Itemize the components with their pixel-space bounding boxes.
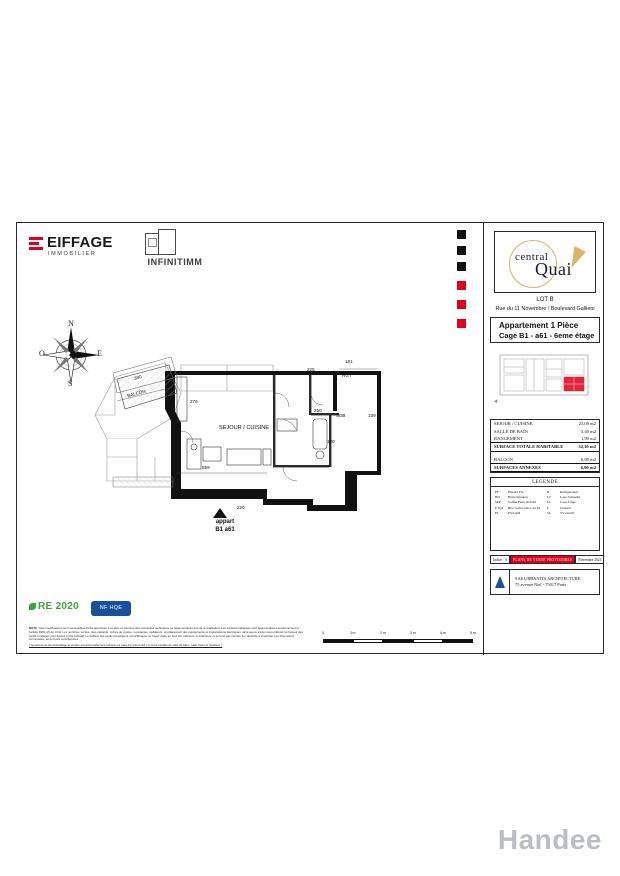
dimension-139: 139: [368, 413, 376, 418]
room-label-balcon: BALCON: [126, 388, 147, 399]
legal-notice: [29, 627, 305, 648]
color-marker-red-3: [457, 319, 466, 328]
surface-value-sdb: 5,40 m2: [580, 428, 596, 434]
architect-address: 75 avenue Niel - 75017 Paris: [515, 582, 567, 587]
color-marker-red-1: [457, 281, 466, 290]
legend-abbr: LV: [547, 495, 552, 500]
surface-label-annexes: SURFACES ANNEXES: [491, 463, 573, 471]
legend-column-right: [547, 490, 595, 516]
infinitimm-mark-icon: [145, 229, 175, 255]
nfhqe-badge: NF HQE: [91, 601, 131, 616]
apartment-pointer-icon: [213, 508, 227, 518]
surface-value-balcon: 6,90 m2: [580, 456, 596, 462]
color-marker-black-3: [457, 262, 466, 271]
notice-prefix: NOTA :: [29, 626, 39, 630]
surface-value-rangement: 1,90 m2: [580, 435, 596, 441]
dimension-225: 225: [307, 367, 315, 372]
legend-abbr: SPP: [495, 500, 501, 505]
architect-name: SAS URBANITA ARCHITECTURE: [515, 575, 581, 581]
eiffage-wordmark: EIFFAGE: [47, 234, 113, 251]
eiffage-subtitle: IMMOBILIER: [48, 251, 97, 257]
compass-south-label: S: [68, 379, 73, 388]
color-marker-red-2: [457, 300, 466, 309]
dimension-276: 276: [190, 399, 198, 404]
scale-label-3m: 3 m: [410, 631, 416, 635]
legend-text: Lave-Linge: [560, 500, 576, 505]
legend-abbr: PL: [495, 510, 499, 515]
dimension-181: 181: [345, 359, 353, 364]
revision-bar: [490, 555, 600, 564]
architect-logo-icon: [491, 570, 510, 594]
surface-label-balcon: BALCON: [494, 456, 513, 462]
surfaces-table: [490, 419, 600, 473]
notice-footer: ( Appartement témoin/étalage et vendre exceptionnellement indiqué sur plan d'ici pas lourd ( nommé modèle de salle de bain / salle d'eau et hôtellerie ): [29, 643, 223, 648]
scale-bar: [317, 631, 481, 651]
surface-value-total: 32,30 m2: [573, 443, 599, 451]
re2020-badge: [29, 601, 79, 612]
legend-item: [547, 511, 595, 516]
scale-label-0: 0: [322, 631, 324, 635]
table-row: [491, 427, 599, 434]
logo-quai-text: Quai: [535, 259, 572, 279]
dimension-390: 390: [133, 374, 143, 381]
table-row: [491, 420, 599, 427]
legend-abbr: HO: [495, 495, 500, 500]
legend-text: Hotte Reunion: [508, 495, 528, 500]
infinitimm-wordmark: INFINITIMM: [147, 257, 203, 267]
table-row-total-annexes: [491, 463, 599, 471]
central-quai-logo: [494, 231, 596, 293]
apartment-location-title: Cage B1 - a61 - 6eme étage: [499, 331, 595, 340]
legend-box: [490, 477, 600, 551]
color-marker-black-1: [457, 230, 466, 239]
logo-central-text: central: [515, 251, 549, 263]
scale-label-4m: 4 m: [440, 631, 446, 635]
legend-text: Soffite Faux plafond: [508, 500, 537, 505]
legend-abbr: R: [547, 490, 550, 494]
legend-abbr: C: [547, 505, 550, 510]
title-block-column: [483, 223, 605, 655]
color-marker-black-2: [457, 246, 466, 255]
compass-north-label: N: [68, 319, 74, 328]
plan-sheet: [16, 222, 604, 654]
scale-label-2m: 2 m: [380, 631, 386, 635]
revision-date: Novembre 2023: [575, 555, 604, 564]
surface-value-annexes: 6,90 m2: [573, 463, 599, 471]
certification-logos: [29, 601, 149, 621]
legend-text: Cuisson: [560, 505, 571, 510]
eiffage-mark-icon: [29, 237, 43, 253]
surface-label-sejour: SEJOUR / CUISINE: [494, 421, 533, 427]
re2020-label: RE 2020: [38, 601, 80, 612]
table-row: [491, 435, 599, 443]
room-label-sejour-cuisine: SEJOUR / CUISINE: [219, 425, 270, 431]
apartment-title-box: [490, 317, 600, 343]
dimension-559: 559: [202, 465, 210, 470]
apartment-tag-line1: appart: [215, 519, 235, 525]
compass-east-label: E: [97, 349, 102, 358]
watermark-label: Handee: [497, 824, 602, 855]
dimension-220: 220: [237, 505, 245, 510]
legend-item: [495, 511, 543, 516]
legend-text: Bloc techn. élect. du lpt: [508, 505, 541, 510]
surface-value-sejour: 25,00 m2: [578, 421, 596, 427]
surface-label-sdb: SALLE DE BAIN: [494, 428, 528, 434]
legend-column-left: [495, 490, 543, 516]
legend-text: TV-sanctif: [560, 510, 575, 515]
legend-text: Placard Fix: [508, 490, 524, 494]
lot-label: LOT B: [536, 297, 554, 303]
architect-text: [510, 576, 581, 589]
floor-plan-drawing: [77, 353, 387, 538]
apartment-tag-line2: B1 a61: [215, 526, 235, 533]
compass-west-label: O: [39, 349, 45, 358]
legend-text: PS/LAM: [508, 510, 521, 515]
notice-body: Des modifications sont susceptibles d'être apportées à ce plan en fonction des nécessités techniques ou règlementaires lors de la réalisation. Les surfaces indiquées sont approximatives conformément à l'article R261-15 du CCH. Les nombres, sorties, tous placards, niches de cuisine, tuyauteries, radiateurs, remplacement des équipements et implantations électriques, ainsi que le trazier sous plafond, la hauteur des seuils et allèges sont figurés à titre indicatif. Le bailleur des seuils conséquent q la différence ne l'ayez visée au seul tiré inférieure et extérieure et se fend pas compte de l'obstacle à expertise. Les dimensions surmontées, tel qu'il pas contributoires.: [29, 626, 303, 642]
scale-label-1m: 1m: [350, 631, 356, 635]
architect-block: [490, 569, 600, 595]
room-label-rgt: RGT: [342, 373, 352, 378]
scale-label-5m: 5 m: [470, 631, 476, 635]
room-label-sdb: SDB: [336, 413, 346, 418]
infinitimm-logo: [127, 229, 223, 273]
legend-title: LEGENDE: [491, 478, 599, 487]
surface-label-total: SURFACE TOTALE HABITABLE: [491, 443, 573, 451]
logo-sail-icon: [571, 246, 586, 268]
table-row: [491, 456, 599, 464]
address-label: Rue du 11 Novembre / Boulevard Gallieni: [495, 306, 595, 312]
surface-label-rangement: RANGEMENT: [494, 435, 523, 441]
apartment-type-title: Appartement 1 Pièce: [499, 321, 579, 330]
revision-status-badge: PLANS DE VENTE PROVISOIRES: [510, 555, 575, 564]
legend-text: Lave-Vaisselle: [560, 495, 580, 500]
apartment-tag: [195, 519, 255, 534]
legend-abbr: SL: [547, 510, 551, 515]
legend-abbr: PF: [495, 490, 499, 494]
revision-index: Indice : A: [490, 555, 510, 564]
dimension-180: 180: [327, 439, 335, 444]
key-plan: [490, 349, 600, 415]
scale-bar-labels: [317, 631, 481, 639]
dimension-250: 250: [314, 408, 322, 413]
legend-abbr: LL: [547, 500, 552, 505]
scale-bar-ticks: [323, 639, 473, 643]
key-plan-image: [498, 351, 592, 399]
legend-text: Réfrigérateur: [560, 490, 579, 494]
key-plan-compass-icon: ✳: [494, 399, 499, 405]
legend-abbr: ETQL: [495, 505, 504, 510]
table-row-total-habitable: [491, 443, 599, 451]
